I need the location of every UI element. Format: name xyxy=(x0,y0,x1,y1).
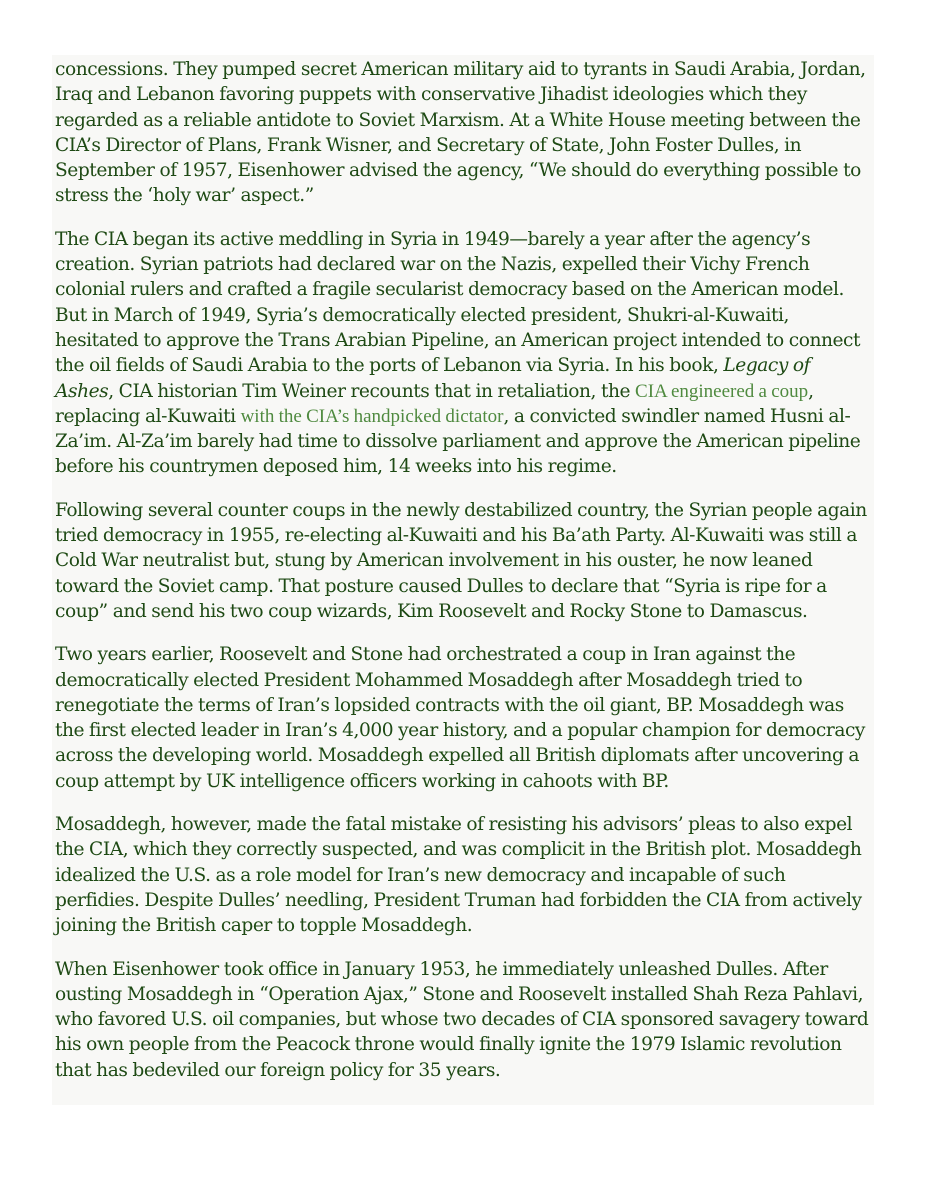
link-cia-engineered-coup[interactable]: CIA engineered a coup xyxy=(635,380,809,402)
paragraph-4: Two years earlier, Roosevelt and Stone had orchestrated a coup in Iran against the democratically elected President Mohammed Mosaddegh after Mosaddegh tried to renegotiate the terms of Iran’s lopsided contracts with the oil giant, BP. Mosaddegh was the first elected leader in Iran’s 4,000 year history, and a popular champion for democracy across the developing world. Mosaddegh expelled all British diplomats after uncovering a coup attempt by UK intelligence officers working in cahoots with BP. xyxy=(55,644,865,792)
paragraph-2-text-1: The CIA began its active meddling in Syria in 1949—barely a year after the agency’s creation. Syrian patriots had declared war on the Nazis, expelled their Vichy French colonial rulers and crafted a fragile secularist democracy based on the American model. But in March of 1949, Syria’s democratically elected president, Shukri-al-Kuwaiti, hesitated to approve the Trans Arabian Pipeline, an American project intended to connect the oil fields of Saudi Arabia to the ports of Lebanon via Syria. In his book, xyxy=(55,228,861,377)
link-handpicked-dictator[interactable]: with the CIA’s handpicked dictator xyxy=(240,405,504,427)
paragraph-1: concessions. They pumped secret American military aid to tyrants in Saudi Arabia, Jordan, Iraq and Lebanon favoring puppets with conservative Jihadist ideologies which they regarded as a reliable antidote to Soviet Marxism. At a White House meeting between the CIA’s Director of Plans, Frank Wisner, and Secretary of State, John Foster Dulles, in September of 1957, Eisenhower advised the agency, “We should do everything possible to stress the ‘holy war’ aspect.” xyxy=(55,59,866,207)
paragraph-3: Following several counter coups in the newly destabilized country, the Syrian people again tried democracy in 1955, re-electing al-Kuwaiti and his Ba’ath Party. Al-Kuwaiti was still a Cold War neutralist but, stung by American involvement in his ouster, he now leaned toward the Soviet camp. That posture caused Dulles to declare that “Syria is ripe for a coup” and send his two coup wizards, Kim Roosevelt and Rocky Stone to Damascus. xyxy=(55,499,867,622)
page-background xyxy=(52,55,874,1105)
paragraph-2-text-3: , replacing al-Kuwaiti xyxy=(55,380,814,427)
paragraph-5: Mosaddegh, however, made the fatal mistake of resisting his advisors’ pleas to also expel the CIA, which they correctly suspected, and was complicit in the British plot. Mosaddegh idealized the U.S. as a role model for Iran’s new democracy and incapable of such perfidies. Despite Dulles’ needling, President Truman had forbidden the CIA from actively joining the British caper to topple Mosaddegh. xyxy=(55,814,862,937)
article-body xyxy=(55,57,873,1101)
paragraph-2-text-4: , a convicted swindler named Husni al-Za’im. Al-Za’im barely had time to dissolve parliament and approve the American pipeline before his countrymen deposed him, 14 weeks into his regime. xyxy=(55,405,861,478)
paragraph-2 xyxy=(55,227,873,480)
book-title: Legacy of Ashes xyxy=(55,355,811,402)
paragraph-2-text-2: , CIA historian Tim Weiner recounts that in retaliation, the xyxy=(108,380,636,402)
paragraph-6: When Eisenhower took office in January 1953, he immediately unleashed Dulles. After ousting Mosaddegh in “Operation Ajax,” Stone and Roosevelt installed Shah Reza Pahlavi, who favored U.S. oil companies, but whose two decades of CIA sponsored savagery toward his own people from the Peacock throne would finally ignite the 1979 Islamic revolution that has bedeviled our foreign policy for 35 years. xyxy=(55,958,869,1081)
